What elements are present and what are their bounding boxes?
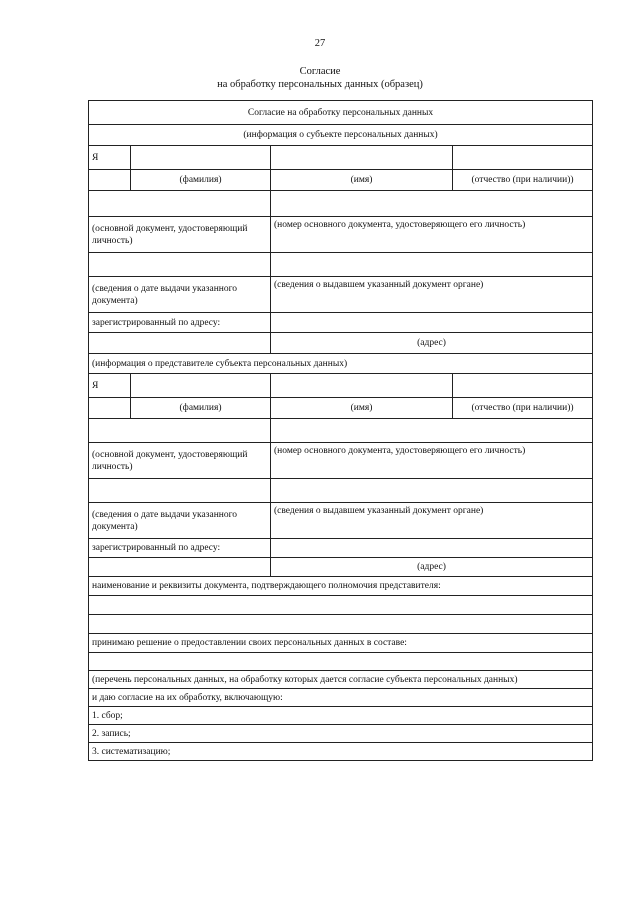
title-line-2: на обработку персональных данных (образец) <box>217 79 423 90</box>
main-doc-field <box>89 191 271 217</box>
patronymic-field <box>453 146 593 170</box>
consent-label: и даю согласие на их обработку, включающую: <box>89 689 593 707</box>
rep-patronymic-field <box>453 374 593 398</box>
rep-main-doc-number-field <box>271 419 593 443</box>
rep-issue-date-caption: (сведения о дате выдачи указанного документа) <box>89 503 271 539</box>
pd-list-caption: (перечень персональных данных, на обработку которых дается согласие субъекта персональных данных) <box>89 671 593 689</box>
rep-main-doc-field <box>89 419 271 443</box>
empty-cell <box>89 558 271 577</box>
empty-cell <box>89 333 271 354</box>
main-doc-number-field <box>271 191 593 217</box>
issue-date-field <box>89 253 271 277</box>
pd-list-field <box>89 653 593 671</box>
ya-label: Я <box>89 374 131 398</box>
subject-info-caption: (информация о субъекте персональных данных) <box>89 125 593 146</box>
decision-label: принимаю решение о предоставлении своих персональных данных в составе: <box>89 634 593 653</box>
rep-surname-caption: (фамилия) <box>131 398 271 419</box>
authority-doc-label: наименование и реквизиты документа, подтверждающего полномочия представителя: <box>89 577 593 596</box>
address-caption: (адрес) <box>271 333 593 354</box>
authority-doc-field-2 <box>89 615 593 634</box>
surname-caption: (фамилия) <box>131 170 271 191</box>
name-caption: (имя) <box>271 170 453 191</box>
title-line-1: Согласие <box>299 66 341 77</box>
rep-address-caption: (адрес) <box>271 558 593 577</box>
surname-field <box>131 146 271 170</box>
registered-label: зарегистрированный по адресу: <box>89 313 271 333</box>
document-title <box>0 65 640 91</box>
page-number: 27 <box>314 38 326 49</box>
main-doc-caption: (основной документ, удостоверяющий личность) <box>89 217 271 253</box>
form-header: Согласие на обработку персональных данных <box>89 101 593 125</box>
rep-info-caption: (информация о представителе субъекта персональных данных) <box>89 354 593 374</box>
authority-doc-field <box>89 596 593 615</box>
rep-surname-field <box>131 374 271 398</box>
rep-issuer-caption: (сведения о выдавшем указанный документ органе) <box>271 503 593 539</box>
list-item: 3. систематизацию; <box>89 743 593 761</box>
rep-name-caption: (имя) <box>271 398 453 419</box>
rep-main-doc-caption: (основной документ, удостоверяющий личность) <box>89 443 271 479</box>
issue-date-caption: (сведения о дате выдачи указанного документа) <box>89 277 271 313</box>
rep-address-field <box>271 539 593 558</box>
rep-issuer-field <box>271 479 593 503</box>
list-item: 1. сбор; <box>89 707 593 725</box>
name-field <box>271 146 453 170</box>
rep-main-doc-number-caption: (номер основного документа, удостоверяющего его личность) <box>271 443 593 479</box>
issuer-field <box>271 253 593 277</box>
patronymic-caption: (отчество (при наличии)) <box>453 170 593 191</box>
ya-label: Я <box>89 146 131 170</box>
empty-cell <box>89 398 131 419</box>
issuer-caption: (сведения о выдавшем указанный документ органе) <box>271 277 593 313</box>
empty-cell <box>89 170 131 191</box>
consent-form-table <box>88 100 593 761</box>
rep-patronymic-caption: (отчество (при наличии)) <box>453 398 593 419</box>
rep-registered-label: зарегистрированный по адресу: <box>89 539 271 558</box>
main-doc-number-caption: (номер основного документа, удостоверяющего его личность) <box>271 217 593 253</box>
list-item: 2. запись; <box>89 725 593 743</box>
address-field <box>271 313 593 333</box>
rep-issue-date-field <box>89 479 271 503</box>
rep-name-field <box>271 374 453 398</box>
